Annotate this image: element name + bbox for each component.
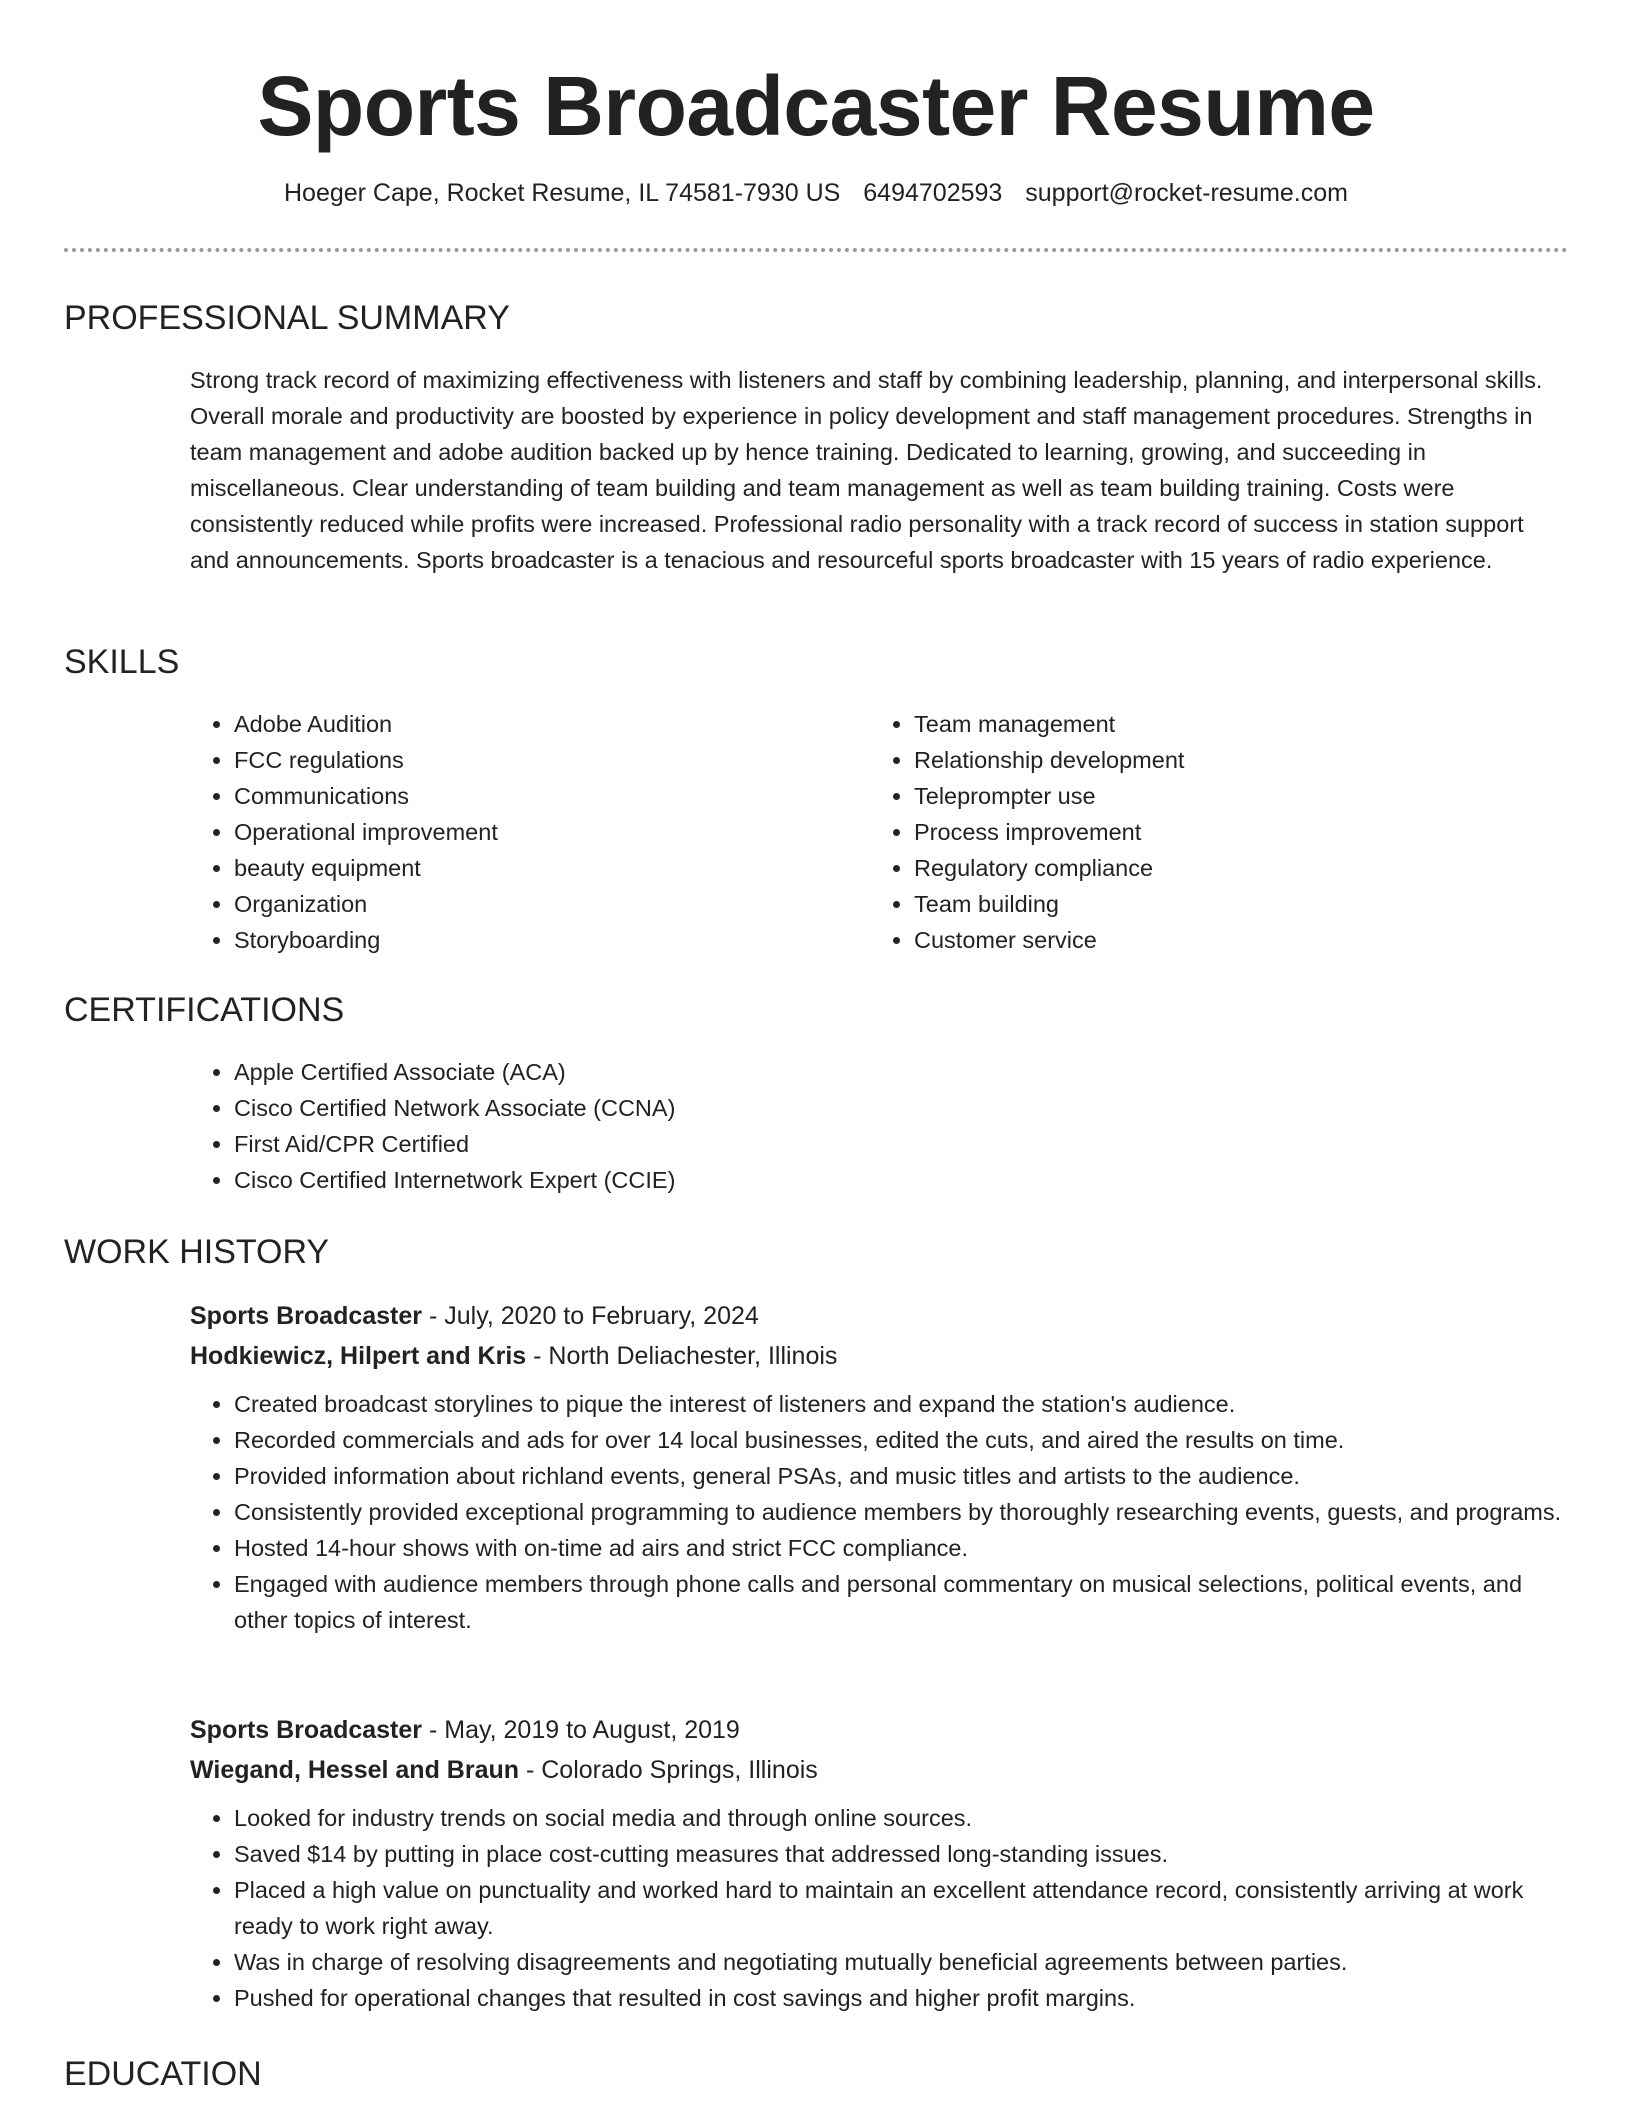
skills-heading: SKILLS: [64, 643, 180, 681]
skill-item: • Storyboarding: [234, 922, 870, 958]
education-heading: EDUCATION: [64, 2055, 262, 2093]
summary-section: [190, 362, 1568, 578]
job-location: - North Deliachester, Illinois: [526, 1342, 838, 1370]
job-title: Sports Broadcaster: [190, 1302, 423, 1330]
skills-column-left: [190, 706, 870, 958]
skill-item: • Regulatory compliance: [914, 850, 1550, 886]
job-title: Sports Broadcaster: [190, 1716, 423, 1744]
skill-item: • FCC regulations: [234, 742, 870, 778]
skill-item: • beauty equipment: [234, 850, 870, 886]
work-history-heading: WORK HISTORY: [64, 1233, 330, 1271]
job-bullet: • Placed a high value on punctuality and worked hard to maintain an excellent attendance record, consistently arriving at work ready to work right away.: [234, 1872, 1568, 1944]
job-dates: - July, 2020 to February, 2024: [422, 1302, 759, 1330]
summary-heading: PROFESSIONAL SUMMARY: [64, 299, 510, 337]
contact-line: [64, 176, 1568, 210]
job-bullet: • Provided information about richland events, general PSAs, and music titles and artists to the audience.: [234, 1458, 1568, 1494]
contact-email: support@rocket-resume.com: [1025, 179, 1348, 207]
job-bullet: • Recorded commercials and ads for over 14 local businesses, edited the cuts, and aired the results on time.: [234, 1422, 1568, 1458]
skill-item: • Relationship development: [914, 742, 1550, 778]
skill-item: • Organization: [234, 886, 870, 922]
job-title-line: [190, 1710, 1568, 1750]
job-dates: - May, 2019 to August, 2019: [422, 1716, 740, 1744]
job-bullet: • Engaged with audience members through phone calls and personal commentary on musical selections, political events, and other topics of interest.: [234, 1566, 1568, 1638]
job-bullet: • Was in charge of resolving disagreements and negotiating mutually beneficial agreements between parties.: [234, 1944, 1568, 1980]
job-bullet: • Saved $14 by putting in place cost-cutting measures that addressed long-standing issues.: [234, 1836, 1568, 1872]
certifications-heading: CERTIFICATIONS: [64, 991, 345, 1029]
skill-item: • Teleprompter use: [914, 778, 1550, 814]
skill-item: • Team management: [914, 706, 1550, 742]
skills-section: [190, 706, 1568, 958]
certifications-section: [190, 1054, 1568, 1198]
job-entry: [190, 1710, 1568, 2016]
job-entry: [190, 1296, 1568, 1638]
job-company-line: [190, 1336, 1568, 1376]
job-bullet: • Created broadcast storylines to pique the interest of listeners and expand the station's audience.: [234, 1386, 1568, 1422]
certification-item: • Cisco Certified Network Associate (CCNA): [234, 1090, 1568, 1126]
skill-item: • Operational improvement: [234, 814, 870, 850]
job-bullet: • Consistently provided exceptional programming to audience members by thoroughly researching events, guests, and programs.: [234, 1494, 1568, 1530]
skill-item: • Process improvement: [914, 814, 1550, 850]
job-company-line: [190, 1750, 1568, 1790]
job-location: - Colorado Springs, Illinois: [519, 1756, 818, 1784]
skill-item: • Adobe Audition: [234, 706, 870, 742]
skill-item: • Customer service: [914, 922, 1550, 958]
contact-address: Hoeger Cape, Rocket Resume, IL 74581-7930 US: [283, 179, 841, 207]
job-company: Wiegand, Hessel and Braun: [190, 1756, 520, 1784]
skills-column-right: [870, 706, 1550, 958]
certification-item: • First Aid/CPR Certified: [234, 1126, 1568, 1162]
resume-title: Sports Broadcaster Resume: [257, 59, 1375, 153]
job-bullet: • Hosted 14-hour shows with on-time ad airs and strict FCC compliance.: [234, 1530, 1568, 1566]
job-title-line: [190, 1296, 1568, 1336]
summary-text: Strong track record of maximizing effectiveness with listeners and staff by combining leadership, planning, and interpersonal skills. Overall morale and productivity are boosted by experience in policy development and staff management procedures. Strengths in team management and adobe audition backed up by hence training. Dedicated to learning, growing, and succeeding in miscellaneous. Clear understanding of team building and team management as well as team building training. Costs were consistently reduced while profits were increased. Professional radio personality with a track record of success in station support and announcements. Sports broadcaster is a tenacious and resourceful sports broadcaster with 15 years of radio experience.: [190, 367, 1543, 573]
resume-page: [64, 0, 1568, 2093]
header-divider: [64, 248, 1568, 252]
job-bullet: • Pushed for operational changes that resulted in cost savings and higher profit margins.: [234, 1980, 1568, 2016]
contact-phone: 6494702593: [863, 179, 1003, 207]
certification-item: • Apple Certified Associate (ACA): [234, 1054, 1568, 1090]
job-bullet: • Looked for industry trends on social media and through online sources.: [234, 1800, 1568, 1836]
job-company: Hodkiewicz, Hilpert and Kris: [190, 1342, 527, 1370]
skill-item: • Communications: [234, 778, 870, 814]
skill-item: • Team building: [914, 886, 1550, 922]
certification-item: • Cisco Certified Internetwork Expert (CCIE): [234, 1162, 1568, 1198]
